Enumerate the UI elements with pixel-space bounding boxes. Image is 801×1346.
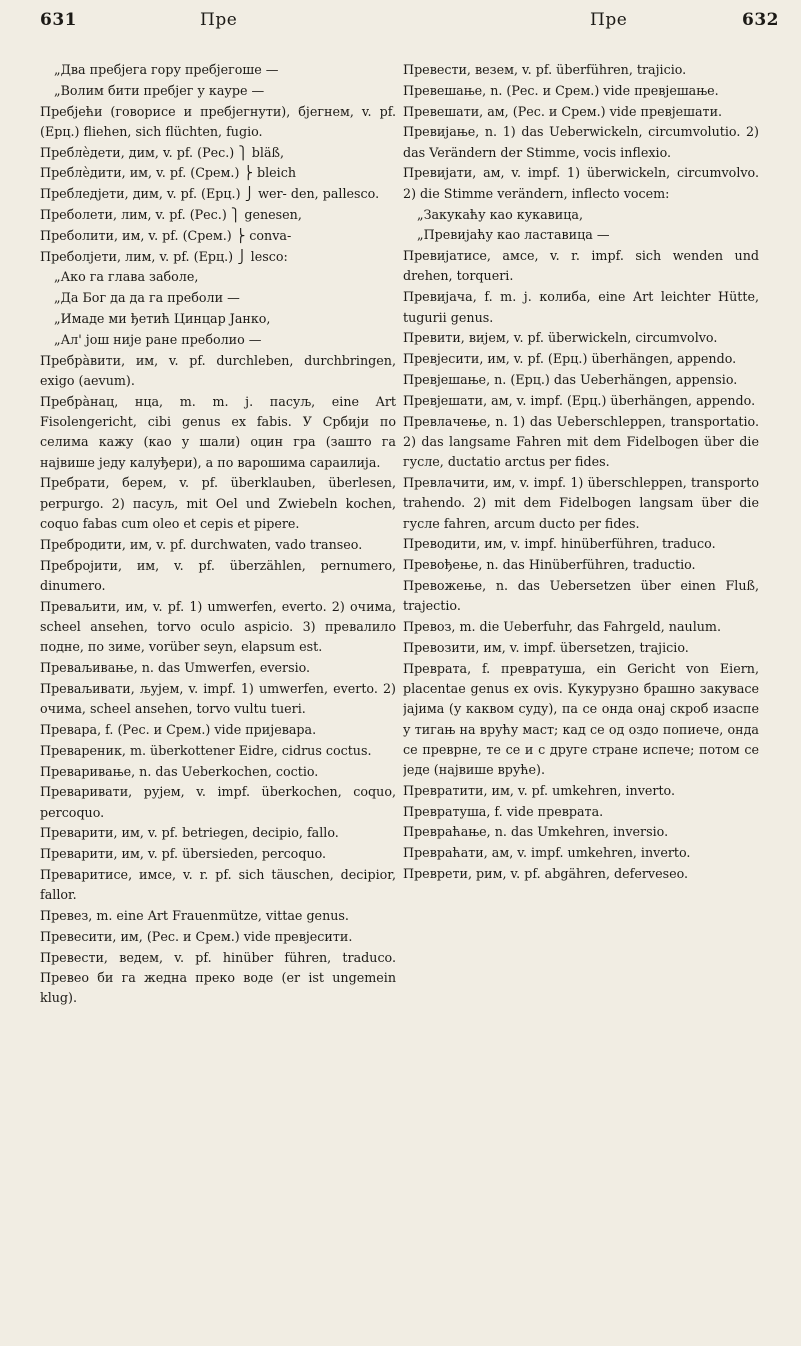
dictionary-entry: Превожење, n. das Uebersetzen über einen Fluß, trajectio.	[403, 577, 759, 614]
dictionary-entry: Преводити, им, v. impf. hinüberführen, traduco.	[403, 536, 716, 552]
dictionary-entry: „Ал' још није ране преболио —	[54, 331, 262, 347]
dictionary-entry: Превести, ведем, v. pf. hinüber führen, traduco. Превео би га жедна преко воде (er ist ungemein klug).	[40, 949, 396, 1006]
dictionary-entry: Пребрàнац, нца, m. m. j. пасуљ, eine Art Fisolengericht, cibi genus ex fabis. У Србији по селима кажу (као у шали) оцин гра (зашто га највише једу калуђери), а по варошима сараилија.	[40, 393, 396, 470]
dictionary-entry: Преваривање, n. das Ueberkochen, coctio.	[40, 763, 319, 779]
dictionary-entry: Превара, f. (Рес. и Срем.) vide пријевара.	[40, 722, 317, 737]
dictionary-entry: Превесити, им, (Рес. и Срем.) vide превјесити.	[40, 928, 353, 944]
left-page-number: 631	[40, 10, 77, 30]
dictionary-entry: „Волим бити пребјег у кауре —	[54, 82, 265, 98]
dictionary-entry: Превраћати, ам, v. impf. umkehren, inverto.	[403, 845, 691, 861]
dictionary-entry: Превлачење, n. 1) das Ueberschleppen, transportatio. 2) das langsame Fahren mit dem Fidelbogen über die гусле, ductatio arctus per fides.	[403, 413, 759, 470]
dictionary-entry: Превити, вијем, v. pf. überwickeln, circumvolvo.	[403, 330, 718, 346]
right-running-head: Пре	[590, 10, 628, 30]
dictionary-entry: Преболјети, лим, v. pf. (Ерц.) ⎭ lesco:	[40, 248, 288, 264]
left-running-head: Пре	[200, 10, 238, 30]
dictionary-entry: Преврети, рим, v. pf. abgähren, deferveseo.	[403, 866, 689, 882]
dictionary-entry: „Имаде ми ђетић Цинцар Јанко,	[54, 311, 271, 327]
dictionary-entry: Превратa, f. превратуша, ein Gericht von Eiern, placentae genus ex ovis. Кукурузно брашно закувасе јајима (у каквом суду), па се онда онај скроб изаспе у тигањ на врућу маст; кад се од оздо попиече, онда се преврне, те се и с друге стране испече; потом се једе (највише вруће).	[403, 660, 759, 778]
dictionary-entry: Преваљити, им, v. pf. 1) umwerfen, everto. 2) очима, scheel ansehen, torvo oculo aspicio. 3) превалило подне, по зиме, vorüber seyn, elapsum est.	[40, 598, 396, 655]
dictionary-entry: Превозити, им, v. impf. übersetzen, trajicio.	[403, 639, 689, 655]
dictionary-entry: Превлачити, им, v. impf. 1) überschleppen, transporto trahendo. 2) mit dem Fidelbogen langsam über die гусле fahren, arcum ducto per fides.	[403, 474, 759, 531]
dictionary-entry: „Ако га глава заболе,	[54, 269, 199, 285]
right-page-number: 632	[742, 10, 779, 30]
dictionary-entry: Превијање, n. 1) das Ueberwickeln, circumvolutio. 2) das Verändern der Stimme, vocis inflexio.	[403, 124, 759, 160]
right-column	[403, 60, 759, 1336]
dictionary-entry: Превешати, ам, (Рес. и Срем.) vide превјешати.	[403, 103, 723, 119]
dictionary-entry: Преваљивање, n. das Umwerfen, eversio.	[40, 660, 311, 676]
dictionary-entry: Преваљивати, љујем, v. impf. 1) umwerfen, everto. 2) очима, scheel ansehen, torvo vultu tueri.	[40, 680, 396, 717]
dictionary-entry: „Да Бог да да га преболи —	[54, 290, 240, 306]
left-column	[40, 60, 396, 1336]
dictionary-entry: Превјешање, n. (Ерц.) das Ueberhängen, appensio.	[403, 371, 738, 387]
dictionary-entry: Превраћање, n. das Umkehren, inversio.	[403, 824, 669, 840]
dictionary-entry: Преблѐдети, дим, v. pf. (Рес.) ⎫ bläß,	[40, 144, 285, 160]
dictionary-entry: Превијатисе, амсе, v. r. impf. sich wenden und drehen, torqueri.	[403, 248, 759, 284]
dictionary-entry: Превијача, f. m. j. колиба, eine Art leichter Hütte, tugurii genus.	[403, 289, 759, 325]
dictionary-entry: „Превијаћу као ластавица —	[417, 227, 610, 243]
dictionary-entry: Преваривати, рујем, v. impf. überkochen, coquo, percoquo.	[40, 784, 396, 820]
dictionary-entry: Превратуша, f. vide преврата.	[403, 803, 604, 819]
dictionary-entry: Преваритисе, имсе, v. r. pf. sich täuschen, decipior, fallor.	[40, 867, 396, 903]
dictionary-entry: Пребројити, им, v. pf. überzählen, pernumero, dinumero.	[40, 557, 396, 593]
dictionary-entry: Превести, везем, v. pf. überführen, trajicio.	[403, 62, 687, 77]
dictionary-entry: Превешање, n. (Рес. и Срем.) vide превјешање.	[403, 82, 719, 98]
dictionary-entry: „Два пребјега гору пребјегоше —	[54, 62, 279, 77]
dictionary-entry: Пребрати, берем, v. pf. überklauben, überlesen, perpurgo. 2) пасуљ, mit Oel und Zwiebeln kochen, coquo fabas cum oleo et cepis et pipere.	[40, 475, 396, 532]
dictionary-entry: Преблѐдити, им, v. pf. (Срем.) ⎬ bleich	[40, 165, 297, 181]
dictionary-entry: Превоз, m. die Ueberfuhr, das Fahrgeld, naulum.	[403, 619, 721, 635]
dictionary-entry: Превијати, ам, v. impf. 1) überwickeln, circumvolvo. 2) die Stimme verändern, inflecto vocem:	[403, 165, 759, 201]
dictionary-entry: Превођење, n. das Hinüberführen, traductio.	[403, 557, 696, 573]
dictionary-entry: Превез, m. eine Art Frauenmütze, vittae genus.	[40, 908, 349, 924]
dictionary-entry: Пребледјети, дим, v. pf. (Ерц.) ⎭ wer- den, pallesco.	[40, 186, 380, 202]
dictionary-entry: Пребродити, им, v. pf. durchwaten, vado transeo.	[40, 536, 363, 552]
dictionary-entry: Пребрàвити, им, v. pf. durchleben, durchbringen, exigo (aevum).	[40, 352, 396, 388]
dictionary-entry: „Закукаћу као кукавица,	[417, 206, 584, 222]
dictionary-entry: Преварити, им, v. pf. betriegen, decipio, fallo.	[40, 825, 339, 841]
dictionary-entry: Пребјећи (говорисе и пребјегнути), бјегнем, v. pf. (Ерц.) fliehen, sich flüchten, fugio.	[40, 103, 396, 139]
dictionary-entry: Превареник, m. überkottener Eidre, cidrus coctus.	[40, 742, 372, 758]
dictionary-entry: Превратити, им, v. pf. umkehren, inverto.	[403, 782, 675, 798]
dictionary-entry: Преболити, им, v. pf. (Срем.) ⎬ conva-	[40, 227, 292, 243]
dictionary-entry: Превјешати, ам, v. impf. (Ерц.) überhängen, appendo.	[403, 392, 756, 408]
dictionary-entry: Превјесити, им, v. pf. (Ерц.) überhängen, appendo.	[403, 351, 737, 367]
dictionary-entry: Преболети, лим, v. pf. (Рес.) ⎫ genesen,	[40, 207, 302, 223]
dictionary-entry: Преварити, им, v. pf. übersieden, percoquo.	[40, 846, 327, 862]
